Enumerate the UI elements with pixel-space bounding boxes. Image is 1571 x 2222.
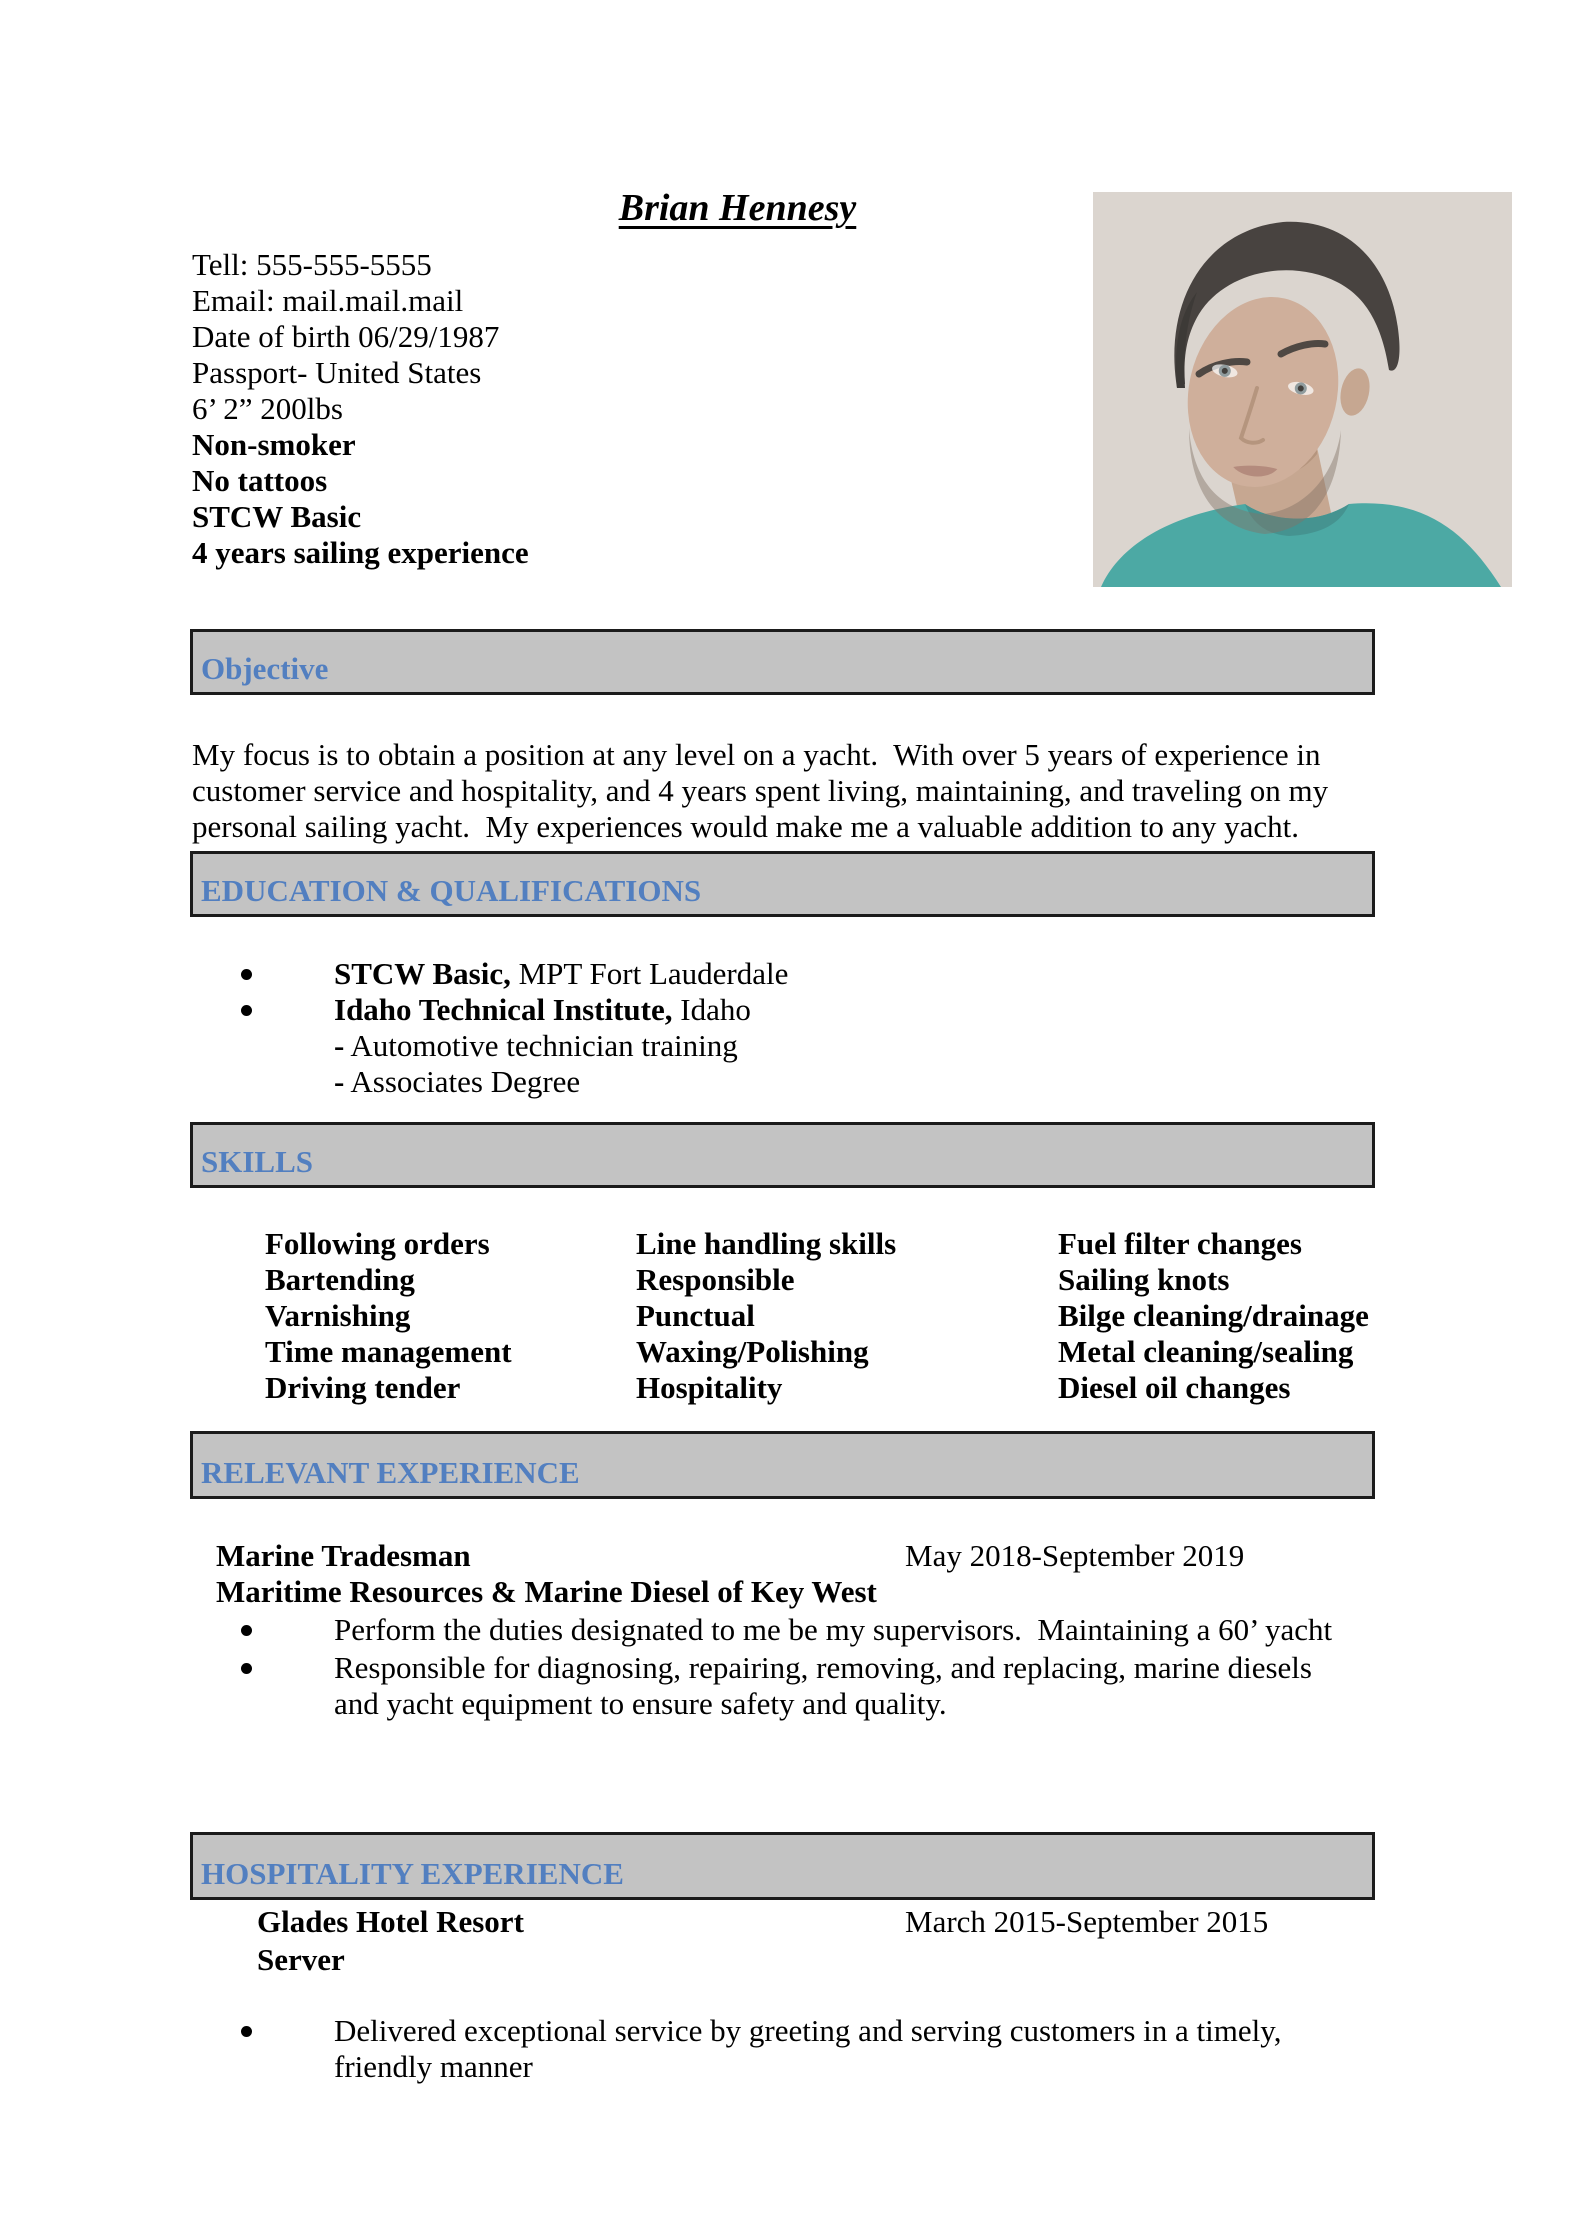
headshot-photo: [1093, 192, 1512, 587]
hospitality-experience-section-header: [190, 1832, 1375, 1900]
skill-item: Punctual: [636, 1298, 755, 1333]
company-name: Maritime Resources & Marine Diesel of Key West: [216, 1574, 877, 1609]
objective-heading: Objective: [201, 651, 329, 686]
skill-item: Following orders: [265, 1226, 490, 1261]
relevant-experience-section-header: [190, 1431, 1375, 1499]
skill-item: Sailing knots: [1058, 1262, 1230, 1297]
skill-item: Fuel filter changes: [1058, 1226, 1302, 1261]
skill-item: Bartending: [265, 1262, 415, 1297]
contact-line-dob: Date of birth 06/29/1987: [192, 319, 500, 354]
contact-line-sailing: 4 years sailing experience: [192, 535, 529, 570]
skill-item: Bilge cleaning/drainage: [1058, 1298, 1369, 1333]
contact-line-nonsmoker: Non-smoker: [192, 427, 356, 462]
skills-column-2: [636, 1226, 896, 1406]
contact-line-passport: Passport- United States: [192, 355, 482, 390]
skills-section-header: [190, 1122, 1375, 1188]
bullet-icon: [241, 1663, 252, 1674]
skill-item: Driving tender: [265, 1370, 461, 1405]
contact-line-stcw: STCW Basic: [192, 499, 362, 534]
relevant-experience-heading: RELEVANT EXPERIENCE: [201, 1455, 580, 1490]
skill-item: Diesel oil changes: [1058, 1370, 1291, 1405]
skill-item: Waxing/Polishing: [636, 1334, 869, 1369]
education-subitem: - Automotive technician training: [334, 1028, 738, 1063]
contact-line-phone: Tell: 555-555-5555: [192, 247, 432, 282]
hospitality-experience-heading: HOSPITALITY EXPERIENCE: [201, 1856, 624, 1891]
skills-column-1: [265, 1226, 512, 1406]
skill-item: Metal cleaning/sealing: [1058, 1334, 1354, 1369]
education-heading: EDUCATION & QUALIFICATIONS: [201, 873, 702, 908]
job-dates: March 2015-September 2015: [905, 1904, 1269, 1939]
skill-item: Time management: [265, 1334, 512, 1369]
skill-item: Responsible: [636, 1262, 795, 1297]
job-bullet: Perform the duties designated to me be my supervisors. Maintaining a 60’ yacht: [334, 1612, 1333, 1647]
contact-line-height-weight: 6’ 2” 200lbs: [192, 391, 343, 426]
skills-heading: SKILLS: [201, 1144, 314, 1179]
contact-line-email: Email: mail.mail.mail: [192, 283, 464, 318]
skill-item: Varnishing: [265, 1298, 411, 1333]
education-subitem: - Associates Degree: [334, 1064, 581, 1099]
bullet-icon: [241, 969, 252, 980]
bullet-icon: [241, 1625, 252, 1636]
job-bullet: Delivered exceptional service by greeting and serving customers in a timely, friendly manner: [334, 2013, 1290, 2084]
contact-line-tattoos: No tattoos: [192, 463, 328, 498]
bullet-icon: [241, 1005, 252, 1016]
objective-text: My focus is to obtain a position at any level on a yacht. With over 5 years of experience in customer service and hospitality, and 4 years spent living, maintaining, and traveling on my personal sailing yacht. My experiences would make me a valuable addition to any yacht.: [192, 737, 1336, 844]
company-name: Glades Hotel Resort: [257, 1904, 524, 1939]
contact-info: [192, 247, 529, 571]
education-item: STCW Basic, MPT Fort Lauderdale: [334, 956, 789, 991]
skills-column-3: [1058, 1226, 1369, 1406]
objective-section-header: [190, 629, 1375, 695]
bullet-icon: [241, 2026, 252, 2037]
education-section-header: [190, 851, 1375, 917]
skill-item: Line handling skills: [636, 1226, 897, 1261]
job-bullet: Responsible for diagnosing, repairing, removing, and replacing, marine diesels and yacht equipment to ensure safety and quality.: [334, 1650, 1320, 1721]
job-title: Server: [257, 1942, 345, 1977]
job-title: Marine Tradesman: [216, 1538, 471, 1573]
skill-item: Hospitality: [636, 1370, 783, 1405]
job-dates: May 2018-September 2019: [905, 1538, 1245, 1573]
page-title: Brian Hennesy: [618, 187, 857, 229]
education-item: Idaho Technical Institute, Idaho: [334, 992, 751, 1027]
